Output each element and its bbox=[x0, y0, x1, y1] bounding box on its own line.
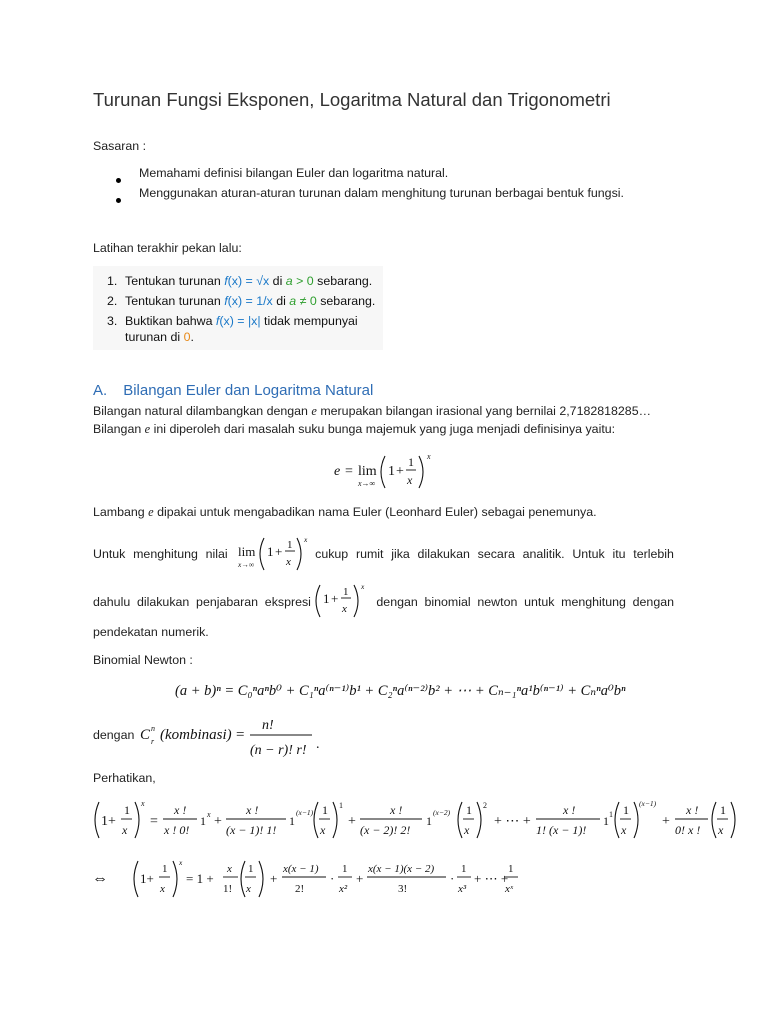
svg-text:1: 1 bbox=[720, 803, 726, 817]
svg-text:1: 1 bbox=[323, 591, 330, 606]
exercise-item: 3. Buktikan bahwa f(x) = |x| tidak mempunyai bbox=[107, 314, 358, 328]
svg-text:1+: 1+ bbox=[140, 871, 154, 886]
svg-text:1: 1 bbox=[248, 863, 254, 875]
svg-text:x: x bbox=[207, 810, 211, 819]
svg-text:x: x bbox=[320, 823, 326, 837]
svg-text:x(x − 1): x(x − 1) bbox=[283, 863, 319, 875]
svg-text:C: C bbox=[140, 727, 151, 743]
svg-text:= 1 +: = 1 + bbox=[186, 871, 214, 886]
svg-text:x³: x³ bbox=[458, 883, 467, 895]
paragraph: Bilangan natural dilambangkan dengan e merupakan bilangan irasional yang bernilai 2,7182818285… bbox=[93, 404, 651, 418]
svg-text:x: x bbox=[122, 823, 128, 837]
svg-text:1: 1 bbox=[342, 863, 348, 875]
section-heading: A. Bilangan Euler dan Logaritma Natural bbox=[93, 382, 374, 399]
svg-text:⇔: ⇔ bbox=[92, 870, 108, 887]
latihan-label: Latihan terakhir pekan lalu: bbox=[93, 241, 242, 255]
svg-text:(x − 2)! 2!: (x − 2)! 2! bbox=[360, 823, 411, 837]
svg-text:(x−1): (x−1) bbox=[639, 799, 657, 808]
svg-text:x ! 0!: x ! 0! bbox=[164, 823, 190, 837]
svg-text:x: x bbox=[246, 883, 251, 895]
paragraph-justified: Untuk menghitung nilai cukup rumit jika dilakukan secara analitik. Untuk itu terlebih bbox=[93, 547, 674, 561]
combination-formula bbox=[138, 712, 328, 760]
svg-text:x !: x ! bbox=[563, 803, 576, 817]
sasaran-label: Sasaran : bbox=[93, 139, 147, 153]
svg-text:x: x bbox=[718, 823, 724, 837]
svg-text:·: · bbox=[450, 871, 455, 886]
svg-text:x !: x ! bbox=[246, 803, 259, 817]
expansion-formula bbox=[90, 796, 740, 844]
svg-text:+ ⋯ +: + ⋯ + bbox=[474, 871, 509, 886]
svg-text:x !: x ! bbox=[686, 803, 699, 817]
svg-text:+: + bbox=[270, 871, 278, 886]
paragraph: Bilangan e ini diperoleh dari masalah suku bunga majemuk yang juga menjadi definisinya yaitu: bbox=[93, 422, 616, 436]
svg-text:x→∞: x→∞ bbox=[358, 479, 376, 488]
svg-text:+: + bbox=[331, 591, 339, 606]
dengan-label: dengan bbox=[93, 728, 135, 742]
bullet-item: Menggunakan aturan-aturan turunan dalam menghitung turunan berbagai bentuk fungsi. bbox=[139, 186, 624, 200]
svg-text:1! (x − 1)!: 1! (x − 1)! bbox=[536, 823, 587, 837]
svg-text:x !: x ! bbox=[390, 803, 403, 817]
inline-expression-formula bbox=[312, 581, 374, 621]
svg-text:x: x bbox=[141, 799, 145, 808]
svg-text:x(x − 1)(x − 2): x(x − 1)(x − 2) bbox=[368, 863, 435, 875]
svg-text:1: 1 bbox=[343, 586, 349, 598]
svg-text:0! x !: 0! x ! bbox=[675, 823, 701, 837]
svg-text:1: 1 bbox=[461, 863, 467, 875]
binomial-label: Binomial Newton : bbox=[93, 653, 193, 667]
svg-text:lim: lim bbox=[238, 544, 256, 559]
svg-text:(x − 1)! 1!: (x − 1)! 1! bbox=[226, 823, 277, 837]
svg-text:x: x bbox=[179, 858, 183, 867]
svg-text:1: 1 bbox=[339, 801, 343, 810]
svg-text:xˣ: xˣ bbox=[505, 883, 513, 895]
euler-limit-formula bbox=[330, 448, 440, 496]
svg-text:x: x bbox=[304, 535, 308, 544]
svg-text:2!: 2! bbox=[295, 883, 305, 895]
svg-text:1: 1 bbox=[623, 803, 629, 817]
svg-text:x²: x² bbox=[339, 883, 348, 895]
svg-text:(n − r)! r!: (n − r)! r! bbox=[250, 743, 307, 758]
paragraph: Lambang e dipakai untuk mengabadikan nama Euler (Leonhard Euler) sebagai penemunya. bbox=[93, 505, 597, 519]
svg-text:3!: 3! bbox=[398, 883, 408, 895]
svg-text:+: + bbox=[662, 814, 670, 829]
svg-text:e: e bbox=[334, 464, 341, 479]
svg-text:x: x bbox=[621, 823, 627, 837]
bullet-item: Memahami definisi bilangan Euler dan logaritma natural. bbox=[139, 166, 449, 180]
svg-text:n!: n! bbox=[262, 718, 274, 733]
paragraph: pendekatan numerik. bbox=[93, 625, 209, 639]
svg-text:+: + bbox=[356, 871, 364, 886]
bullet-dot-icon bbox=[116, 190, 121, 208]
expansion-formula-equivalent bbox=[90, 855, 520, 903]
page-title: Turunan Fungsi Eksponen, Logaritma Natural dan Trigonometri bbox=[93, 89, 611, 110]
svg-text:x !: x ! bbox=[174, 803, 187, 817]
svg-text:+: + bbox=[396, 464, 404, 479]
svg-text:x: x bbox=[407, 473, 413, 487]
svg-text:2: 2 bbox=[483, 801, 487, 810]
exercise-item: 2. Tentukan turunan f(x) = 1/x di a ≠ 0 sebarang. bbox=[107, 294, 376, 308]
svg-text:+: + bbox=[214, 814, 222, 829]
svg-text:(x−1): (x−1) bbox=[296, 808, 314, 817]
svg-text:1!: 1! bbox=[223, 883, 233, 895]
svg-text:=: = bbox=[150, 814, 158, 829]
svg-text:1: 1 bbox=[426, 814, 432, 828]
exercise-image bbox=[93, 266, 383, 350]
svg-text:x: x bbox=[227, 863, 232, 875]
svg-text:1: 1 bbox=[408, 455, 414, 469]
bullet-dot-icon bbox=[116, 170, 121, 188]
svg-text:1: 1 bbox=[287, 539, 293, 551]
perhatikan-label: Perhatikan, bbox=[93, 771, 156, 785]
svg-text:x: x bbox=[342, 603, 347, 615]
svg-text:1: 1 bbox=[609, 810, 613, 819]
svg-text:1: 1 bbox=[124, 803, 130, 817]
svg-text:x: x bbox=[286, 556, 291, 568]
svg-text:1: 1 bbox=[603, 814, 609, 828]
svg-text:1: 1 bbox=[267, 544, 274, 559]
svg-text:1: 1 bbox=[388, 464, 395, 479]
svg-text:(x−2): (x−2) bbox=[433, 808, 451, 817]
svg-text:lim: lim bbox=[358, 464, 377, 479]
svg-text:+: + bbox=[275, 544, 283, 559]
svg-text:=: = bbox=[345, 464, 353, 479]
svg-text:x→∞: x→∞ bbox=[238, 560, 255, 569]
svg-text:x: x bbox=[361, 582, 365, 591]
exercise-item: 1. Tentukan turunan f(x) = √x di a > 0 sebarang. bbox=[107, 274, 373, 288]
svg-text:x: x bbox=[464, 823, 470, 837]
svg-text:1: 1 bbox=[162, 863, 168, 875]
svg-text:.: . bbox=[316, 737, 320, 752]
svg-text:1: 1 bbox=[289, 814, 295, 828]
inline-limit-formula bbox=[234, 534, 314, 574]
svg-text:1+: 1+ bbox=[101, 814, 116, 829]
svg-text:r: r bbox=[151, 737, 155, 746]
svg-text:x: x bbox=[427, 452, 431, 461]
svg-text:1: 1 bbox=[200, 814, 206, 828]
binomial-newton-formula: (a + b)ⁿ = C₀ⁿaⁿb⁰ + C₁ⁿa⁽ⁿ⁻¹⁾b¹ + C₂ⁿa⁽ⁿ⁻²⁾b² + ⋯ + Cₙ₋₁ⁿa¹b⁽ⁿ⁻¹⁾ + Cₙⁿa⁰bⁿ bbox=[175, 683, 626, 699]
svg-text:1: 1 bbox=[508, 863, 514, 875]
exercise-item-continued: turunan di 0. bbox=[125, 330, 194, 344]
svg-text:·: · bbox=[330, 871, 335, 886]
svg-text:(kombinasi): (kombinasi) bbox=[160, 727, 232, 743]
svg-text:n: n bbox=[151, 724, 155, 733]
svg-text:+ ⋯ +: + ⋯ + bbox=[494, 814, 531, 829]
svg-text:x: x bbox=[160, 883, 165, 895]
svg-text:+: + bbox=[348, 814, 356, 829]
svg-text:=: = bbox=[236, 727, 245, 743]
svg-text:1: 1 bbox=[466, 803, 472, 817]
svg-text:1: 1 bbox=[322, 803, 328, 817]
paragraph-justified: dahulu dilakukan penjabaran ekspresi dengan binomial newton untuk menghitung dengan bbox=[93, 595, 674, 609]
